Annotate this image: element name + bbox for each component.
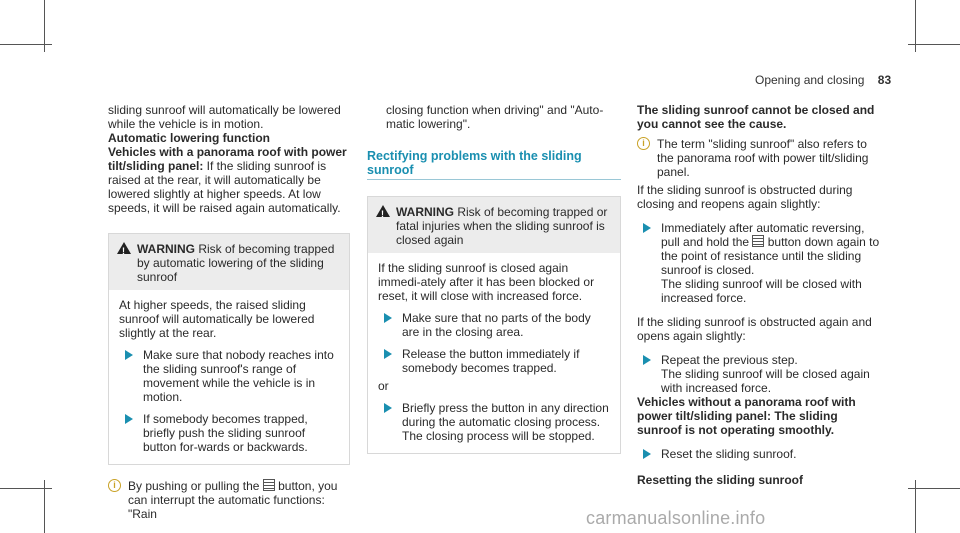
warning-icon (376, 205, 390, 217)
or-text: or (378, 379, 389, 393)
running-header (755, 73, 891, 87)
warning-title: Risk of becoming trapped or fatal injuries when the sliding sunroof is closed again (396, 205, 608, 247)
step-text: Immediately after automatic reversing, pull and hold the (661, 221, 865, 249)
step-text: Make sure that nobody reaches into the sliding sunroof's range of movement while the vehicle is in motion. (143, 348, 334, 404)
column-1 (108, 103, 350, 521)
step-arrow-icon (643, 223, 651, 233)
step (378, 401, 610, 443)
step-result: The sliding sunroof will be closed again with increased force. (661, 367, 870, 395)
warning-icon (117, 242, 131, 254)
paragraph: If the sliding sunroof is obstructed again and opens again slightly: (637, 315, 872, 343)
note (108, 479, 350, 521)
step-text: Repeat the previous step. (661, 353, 798, 367)
column-2 (367, 103, 621, 454)
step (637, 447, 881, 461)
continued-text: closing function when driving" and "Auto-matic lowering". (386, 103, 604, 131)
step-text: Reset the sliding sunroof. (661, 447, 797, 461)
step-arrow-icon (643, 449, 651, 459)
heading-not-smooth: Vehicles without a panorama roof with power tilt/sliding panel: The sliding sunroof is not operating smoothly. (637, 395, 856, 437)
step-arrow-icon (384, 403, 392, 413)
warning-label: WARNING (137, 242, 195, 256)
button-icon (752, 235, 764, 247)
step-text: button down again to the point of resistance until the sliding sunroof is closed. (661, 235, 880, 277)
warning-header (368, 197, 620, 253)
page-number: 83 (877, 73, 892, 87)
warning-text: If the sliding sunroof is closed again immedi-ately after it has been blocked or reset, it will close with increased force. (378, 261, 595, 303)
step-arrow-icon (125, 350, 133, 360)
heading-resetting: Resetting the sliding sunroof (637, 473, 804, 487)
step (637, 221, 881, 305)
step (378, 347, 610, 375)
note (637, 137, 881, 179)
heading-automatic-lowering: Automatic lowering function (108, 131, 270, 145)
warning-body (109, 290, 349, 464)
step (119, 348, 339, 404)
note-text-b: button, you can interrupt the automatic functions: "Rain (128, 479, 338, 521)
heading-cannot-close: The sliding sunroof cannot be closed and you cannot see the cause. (637, 103, 875, 131)
step-text: Briefly press the button in any direction during the automatic closing process. The closing process will be stopped. (402, 401, 609, 443)
subheading-text: If the sliding sunroof is raised at the rear, it will automatically be lowered slightly at higher speeds. At low speeds, it will be raised again automatically. (108, 159, 341, 215)
step (119, 412, 339, 454)
header-section: Opening and closing (755, 73, 865, 87)
step-text: If somebody becomes trapped, briefly push the sliding sunroof button for-wards or backwards. (143, 412, 308, 454)
step-text: Release the button immediately if somebody becomes trapped. (402, 347, 580, 375)
warning-box-2 (367, 196, 621, 454)
section-heading-wrap (367, 149, 621, 180)
warning-header (109, 234, 349, 290)
info-icon: i (637, 137, 650, 150)
step (378, 311, 610, 339)
warning-body (368, 253, 620, 453)
crop-mark (44, 480, 45, 533)
step-arrow-icon (384, 313, 392, 323)
info-icon: i (108, 479, 121, 492)
warning-box-1 (108, 233, 350, 465)
note-text: The term "sliding sunroof" also refers to the panorama roof with power tilt/sliding panel. (657, 137, 869, 179)
section-rule (367, 179, 621, 180)
step-arrow-icon (384, 349, 392, 359)
section-heading: Rectifying problems with the sliding sunroof (367, 149, 582, 177)
step-result: The sliding sunroof will be closed with increased force. (661, 277, 862, 305)
warning-text: At higher speeds, the raised sliding sunroof will automatically be lowered slightly at the rear. (119, 298, 315, 340)
step-arrow-icon (125, 414, 133, 424)
crop-mark (44, 0, 45, 52)
crop-mark (915, 480, 916, 533)
crop-mark (915, 0, 916, 52)
subheading-paragraph (108, 145, 350, 215)
warning-label: WARNING (396, 205, 454, 219)
note-text-a: By pushing or pulling the (128, 479, 263, 493)
watermark[interactable]: carmanualsonline.info (586, 508, 766, 528)
subheading: Vehicles with a panorama roof with power tilt/sliding panel: (108, 145, 347, 173)
warning-title: Risk of becoming trapped by automatic lowering of the sliding sunroof (137, 242, 335, 284)
step-text: Make sure that no parts of the body are in the closing area. (402, 311, 591, 339)
intro-text: sliding sunroof will automatically be lowered while the vehicle is in motion. (108, 103, 341, 131)
button-icon (263, 479, 275, 491)
paragraph: If the sliding sunroof is obstructed during closing and reopens again slightly: (637, 183, 853, 211)
column-3 (637, 103, 881, 487)
step (637, 353, 881, 395)
step-arrow-icon (643, 355, 651, 365)
